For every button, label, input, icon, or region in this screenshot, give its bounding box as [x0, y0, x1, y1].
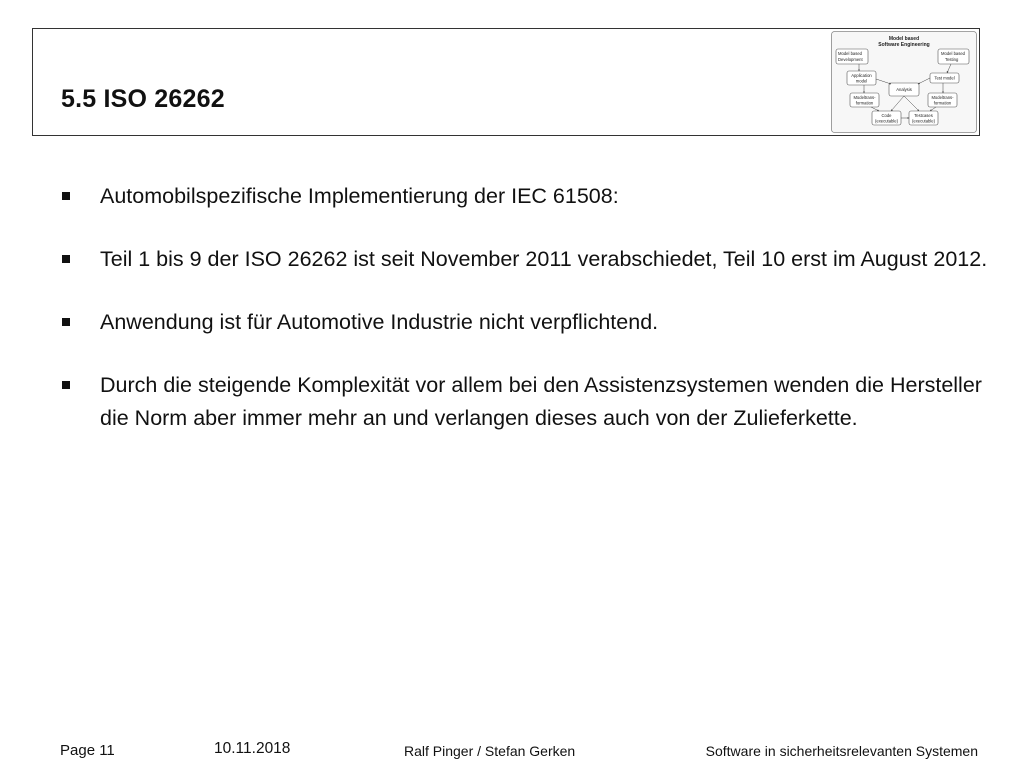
diagram-box-mt-left-line2: formation — [855, 100, 874, 106]
diagram-box-mbt-line2: Testing — [945, 57, 959, 62]
list-item — [60, 180, 990, 213]
bullet-text: Teil 1 bis 9 der ISO 26262 ist seit November 2011 verabschiedet, Teil 10 erst im August 2012. — [100, 247, 988, 271]
footer-authors: Ralf Pinger / Stefan Gerken — [404, 743, 576, 759]
diagram-box-mt-left-line1: Modeltrans- — [853, 95, 876, 100]
footer-date: 10.11.2018 — [214, 740, 291, 757]
diagram-box-testmodel-label: Test model — [934, 75, 955, 81]
square-bullet-icon — [62, 255, 70, 263]
diagram-box-mbd-line2: Development — [838, 57, 863, 62]
diagram-box-mt-right-line1: Modeltrans- — [931, 95, 954, 100]
diagram-box-analysis-label: Analysis — [896, 87, 912, 92]
footer-course-title: Software in sicherheitsrelevanten Systemen — [705, 743, 978, 759]
bullet-text: Durch die steigende Komplexität vor allem bei den Assistenzsystemen wenden die Hersteller die Norm aber immer mehr an und verlangen dieses auch von der Zulieferkette. — [100, 373, 982, 430]
diagram-box-appmodel-line2: model — [855, 78, 868, 84]
footer-page-number: Page 11 — [60, 742, 115, 759]
diagram-box-mbt-line1: Model based — [941, 51, 965, 56]
diagram-box-testcases-line1: Testcases — [914, 113, 933, 118]
mbse-diagram — [831, 31, 977, 133]
list-item — [60, 369, 990, 435]
slide-header — [32, 28, 980, 136]
diagram-title-line2: Software Engineering — [878, 42, 930, 48]
diagram-box-mt-right-line2: formation — [933, 100, 952, 106]
diagram-box-code-line1: Code — [881, 113, 892, 118]
slide-title: 5.5 ISO 26262 — [61, 85, 225, 113]
diagram-box-mbd-line1: Model based — [838, 51, 862, 56]
list-item — [60, 243, 990, 276]
bullet-text: Automobilspezifische Implementierung der IEC 61508: — [100, 184, 619, 208]
diagram-box-testcases-line2: (executable) — [911, 118, 936, 124]
diagram-title-line1: Model based — [888, 36, 920, 42]
bullet-text: Anwendung ist für Automotive Industrie nicht verpflichtend. — [100, 310, 659, 334]
bullet-list — [60, 180, 990, 465]
square-bullet-icon — [62, 192, 70, 200]
square-bullet-icon — [62, 318, 70, 326]
square-bullet-icon — [62, 381, 70, 389]
list-item — [60, 306, 990, 339]
diagram-box-appmodel-line1: Application — [851, 73, 872, 78]
diagram-box-code-line2: (executable) — [874, 118, 899, 124]
